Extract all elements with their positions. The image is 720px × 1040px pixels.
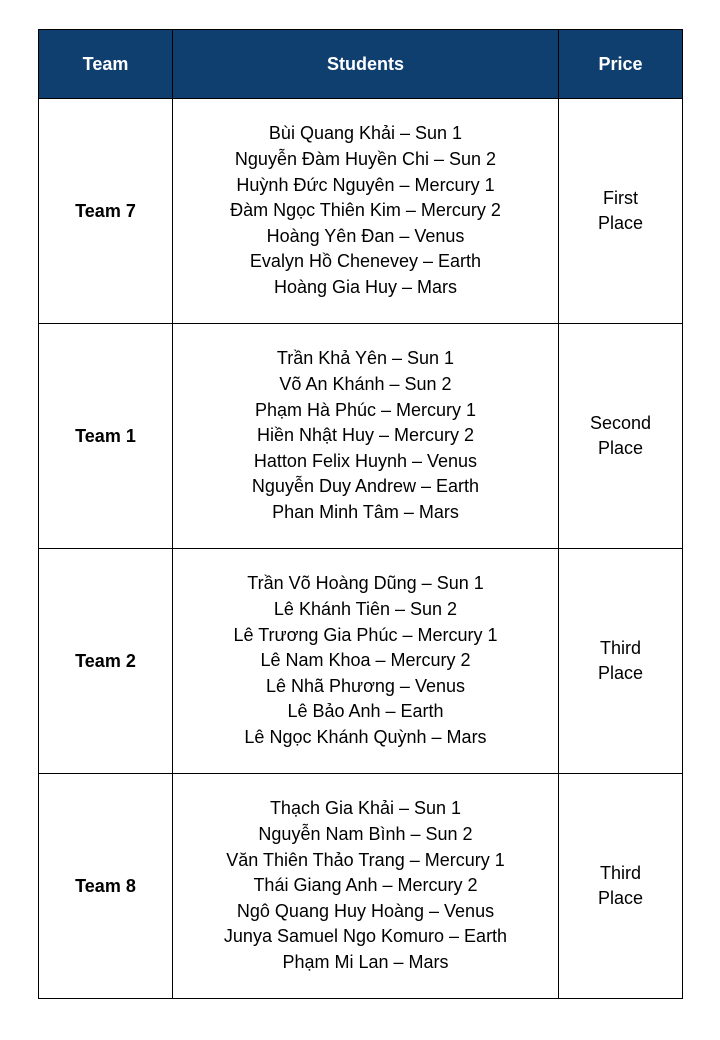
student-entry: Bùi Quang Khải – Sun 1 xyxy=(268,123,463,144)
student-entry: Hoàng Yên Đan – Venus xyxy=(266,225,465,246)
student-entry: Thạch Gia Khải – Sun 1 xyxy=(269,798,462,819)
students-list xyxy=(173,324,559,549)
table-body xyxy=(39,99,683,999)
price-line: Place xyxy=(597,663,644,683)
student-entry: Lê Khánh Tiên – Sun 2 xyxy=(273,599,458,620)
student-entry: Lê Nhã Phương – Venus xyxy=(266,675,465,696)
student-entry: Nguyễn Đàm Huyền Chi – Sun 2 xyxy=(234,149,497,170)
price-cell xyxy=(559,549,683,774)
student-entry: Lê Ngọc Khánh Quỳnh – Mars xyxy=(244,726,487,747)
team-name: Team 8 xyxy=(39,774,173,999)
students-list xyxy=(173,99,559,324)
table-row xyxy=(39,549,683,774)
price-line: Third xyxy=(599,863,641,883)
price-line: Place xyxy=(597,888,644,908)
team-name: Team 7 xyxy=(39,99,173,324)
student-entry: Hiền Nhật Huy – Mercury 2 xyxy=(256,425,475,446)
header-students: Students xyxy=(173,30,559,99)
students-list xyxy=(173,774,559,999)
student-entry: Văn Thiên Thảo Trang – Mercury 1 xyxy=(226,849,505,870)
header-row xyxy=(39,30,683,99)
table-row xyxy=(39,774,683,999)
student-entry: Ngô Quang Huy Hoàng – Venus xyxy=(236,900,495,921)
table-header xyxy=(39,30,683,99)
student-entry: Phạm Hà Phúc – Mercury 1 xyxy=(254,399,477,420)
student-entry: Thái Giang Anh – Mercury 2 xyxy=(253,875,478,896)
price-line: First xyxy=(603,188,638,208)
student-entry: Lê Bảo Anh – Earth xyxy=(287,701,444,722)
student-entry: Võ An Khánh – Sun 2 xyxy=(279,374,452,395)
price-cell xyxy=(559,324,683,549)
student-entry: Phan Minh Tâm – Mars xyxy=(272,501,459,522)
student-entry: Lê Trương Gia Phúc – Mercury 1 xyxy=(233,624,498,645)
student-entry: Lê Nam Khoa – Mercury 2 xyxy=(260,650,471,671)
students-list xyxy=(173,549,559,774)
student-entry: Hoàng Gia Huy – Mars xyxy=(273,276,458,297)
price-cell xyxy=(559,99,683,324)
price-line: Place xyxy=(597,438,644,458)
table-row xyxy=(39,324,683,549)
student-entry: Huỳnh Đức Nguyên – Mercury 1 xyxy=(236,174,495,195)
price-line: Third xyxy=(599,638,641,658)
header-team: Team xyxy=(39,30,173,99)
student-entry: Phạm Mi Lan – Mars xyxy=(282,951,449,972)
team-name: Team 1 xyxy=(39,324,173,549)
student-entry: Hatton Felix Huynh – Venus xyxy=(253,450,478,471)
student-entry: Evalyn Hồ Chenevey – Earth xyxy=(249,251,482,272)
student-entry: Đàm Ngọc Thiên Kim – Mercury 2 xyxy=(230,200,501,221)
header-price: Price xyxy=(559,30,683,99)
student-entry: Trần Võ Hoàng Dũng – Sun 1 xyxy=(247,573,484,594)
price-line: Place xyxy=(597,213,644,233)
student-entry: Nguyễn Duy Andrew – Earth xyxy=(251,476,480,497)
table-row xyxy=(39,99,683,324)
team-name: Team 2 xyxy=(39,549,173,774)
student-entry: Nguyễn Nam Bình – Sun 2 xyxy=(258,824,473,845)
student-entry: Junya Samuel Ngo Komuro – Earth xyxy=(223,926,508,947)
student-entry: Trần Khả Yên – Sun 1 xyxy=(276,348,455,369)
results-table xyxy=(38,29,683,999)
price-cell xyxy=(559,774,683,999)
price-line: Second xyxy=(589,413,652,433)
